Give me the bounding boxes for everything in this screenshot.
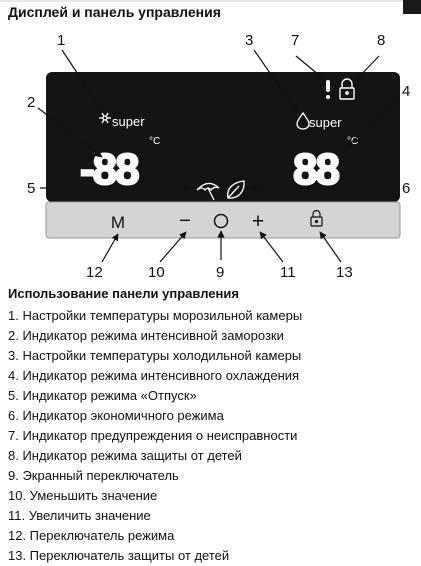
legend-item: 6. Индикатор экономичного режима [8, 408, 224, 423]
legend-section [8, 286, 413, 566]
callout-12: 12 [86, 264, 103, 281]
freezer-super-label: super [112, 114, 145, 129]
fridge-super-label: super [309, 115, 342, 130]
control-panel-diagram [0, 20, 421, 285]
legend-item: 4. Индикатор режима интенсивного охлаждения [8, 368, 300, 383]
callout-7: 7 [291, 32, 300, 49]
callout-13: 13 [336, 264, 353, 281]
callout-10: 10 [148, 264, 165, 281]
legend-item: 10. Уменьшить значение [8, 488, 158, 503]
legend-item: 1. Настройки температуры морозильной камеры [8, 308, 303, 323]
freezer-unit: °C [149, 136, 161, 147]
callout-5: 5 [27, 180, 36, 197]
fridge-unit: °C [347, 136, 359, 147]
page-edge-tab [403, 0, 421, 14]
freezer-temp-digits: -88 [80, 145, 138, 194]
page-title: Дисплей и панель управления [8, 4, 221, 20]
callout-4: 4 [402, 83, 411, 100]
legend-item: 13. Переключатель защиты от детей [8, 548, 230, 563]
callout-6: 6 [402, 180, 411, 197]
warning-icon [326, 80, 330, 99]
legend-title: Использование панели управления [8, 286, 239, 301]
legend-item: 9. Экранный переключатель [8, 468, 179, 483]
callout-9: 9 [216, 264, 225, 281]
top-rule [0, 0, 421, 2]
fridge-temp-digits: 88 [293, 145, 338, 194]
callout-11: 11 [280, 264, 296, 281]
legend-item: 7. Индикатор предупреждения о неисправности [8, 428, 298, 443]
callout-1: 1 [57, 32, 66, 49]
mode-button[interactable]: M [110, 213, 126, 232]
control-panel-strip [46, 202, 400, 238]
legend-item: 2. Индикатор режима интенсивной заморозки [8, 328, 284, 343]
legend-item: 3. Настройки температуры холодильной камеры [8, 348, 302, 363]
callout-8: 8 [377, 32, 386, 49]
callout-2: 2 [27, 94, 36, 111]
legend-item: 11. Увеличить значение [8, 508, 151, 523]
plus-button[interactable]: + [251, 210, 265, 233]
callout-3: 3 [245, 32, 254, 49]
legend-item: 12. Переключатель режима [8, 528, 175, 543]
legend-list [8, 306, 413, 566]
minus-button[interactable]: − [179, 210, 191, 232]
legend-item: 8. Индикатор режима защиты от детей [8, 448, 242, 463]
legend-item: 5. Индикатор режима «Отпуск» [8, 388, 197, 403]
